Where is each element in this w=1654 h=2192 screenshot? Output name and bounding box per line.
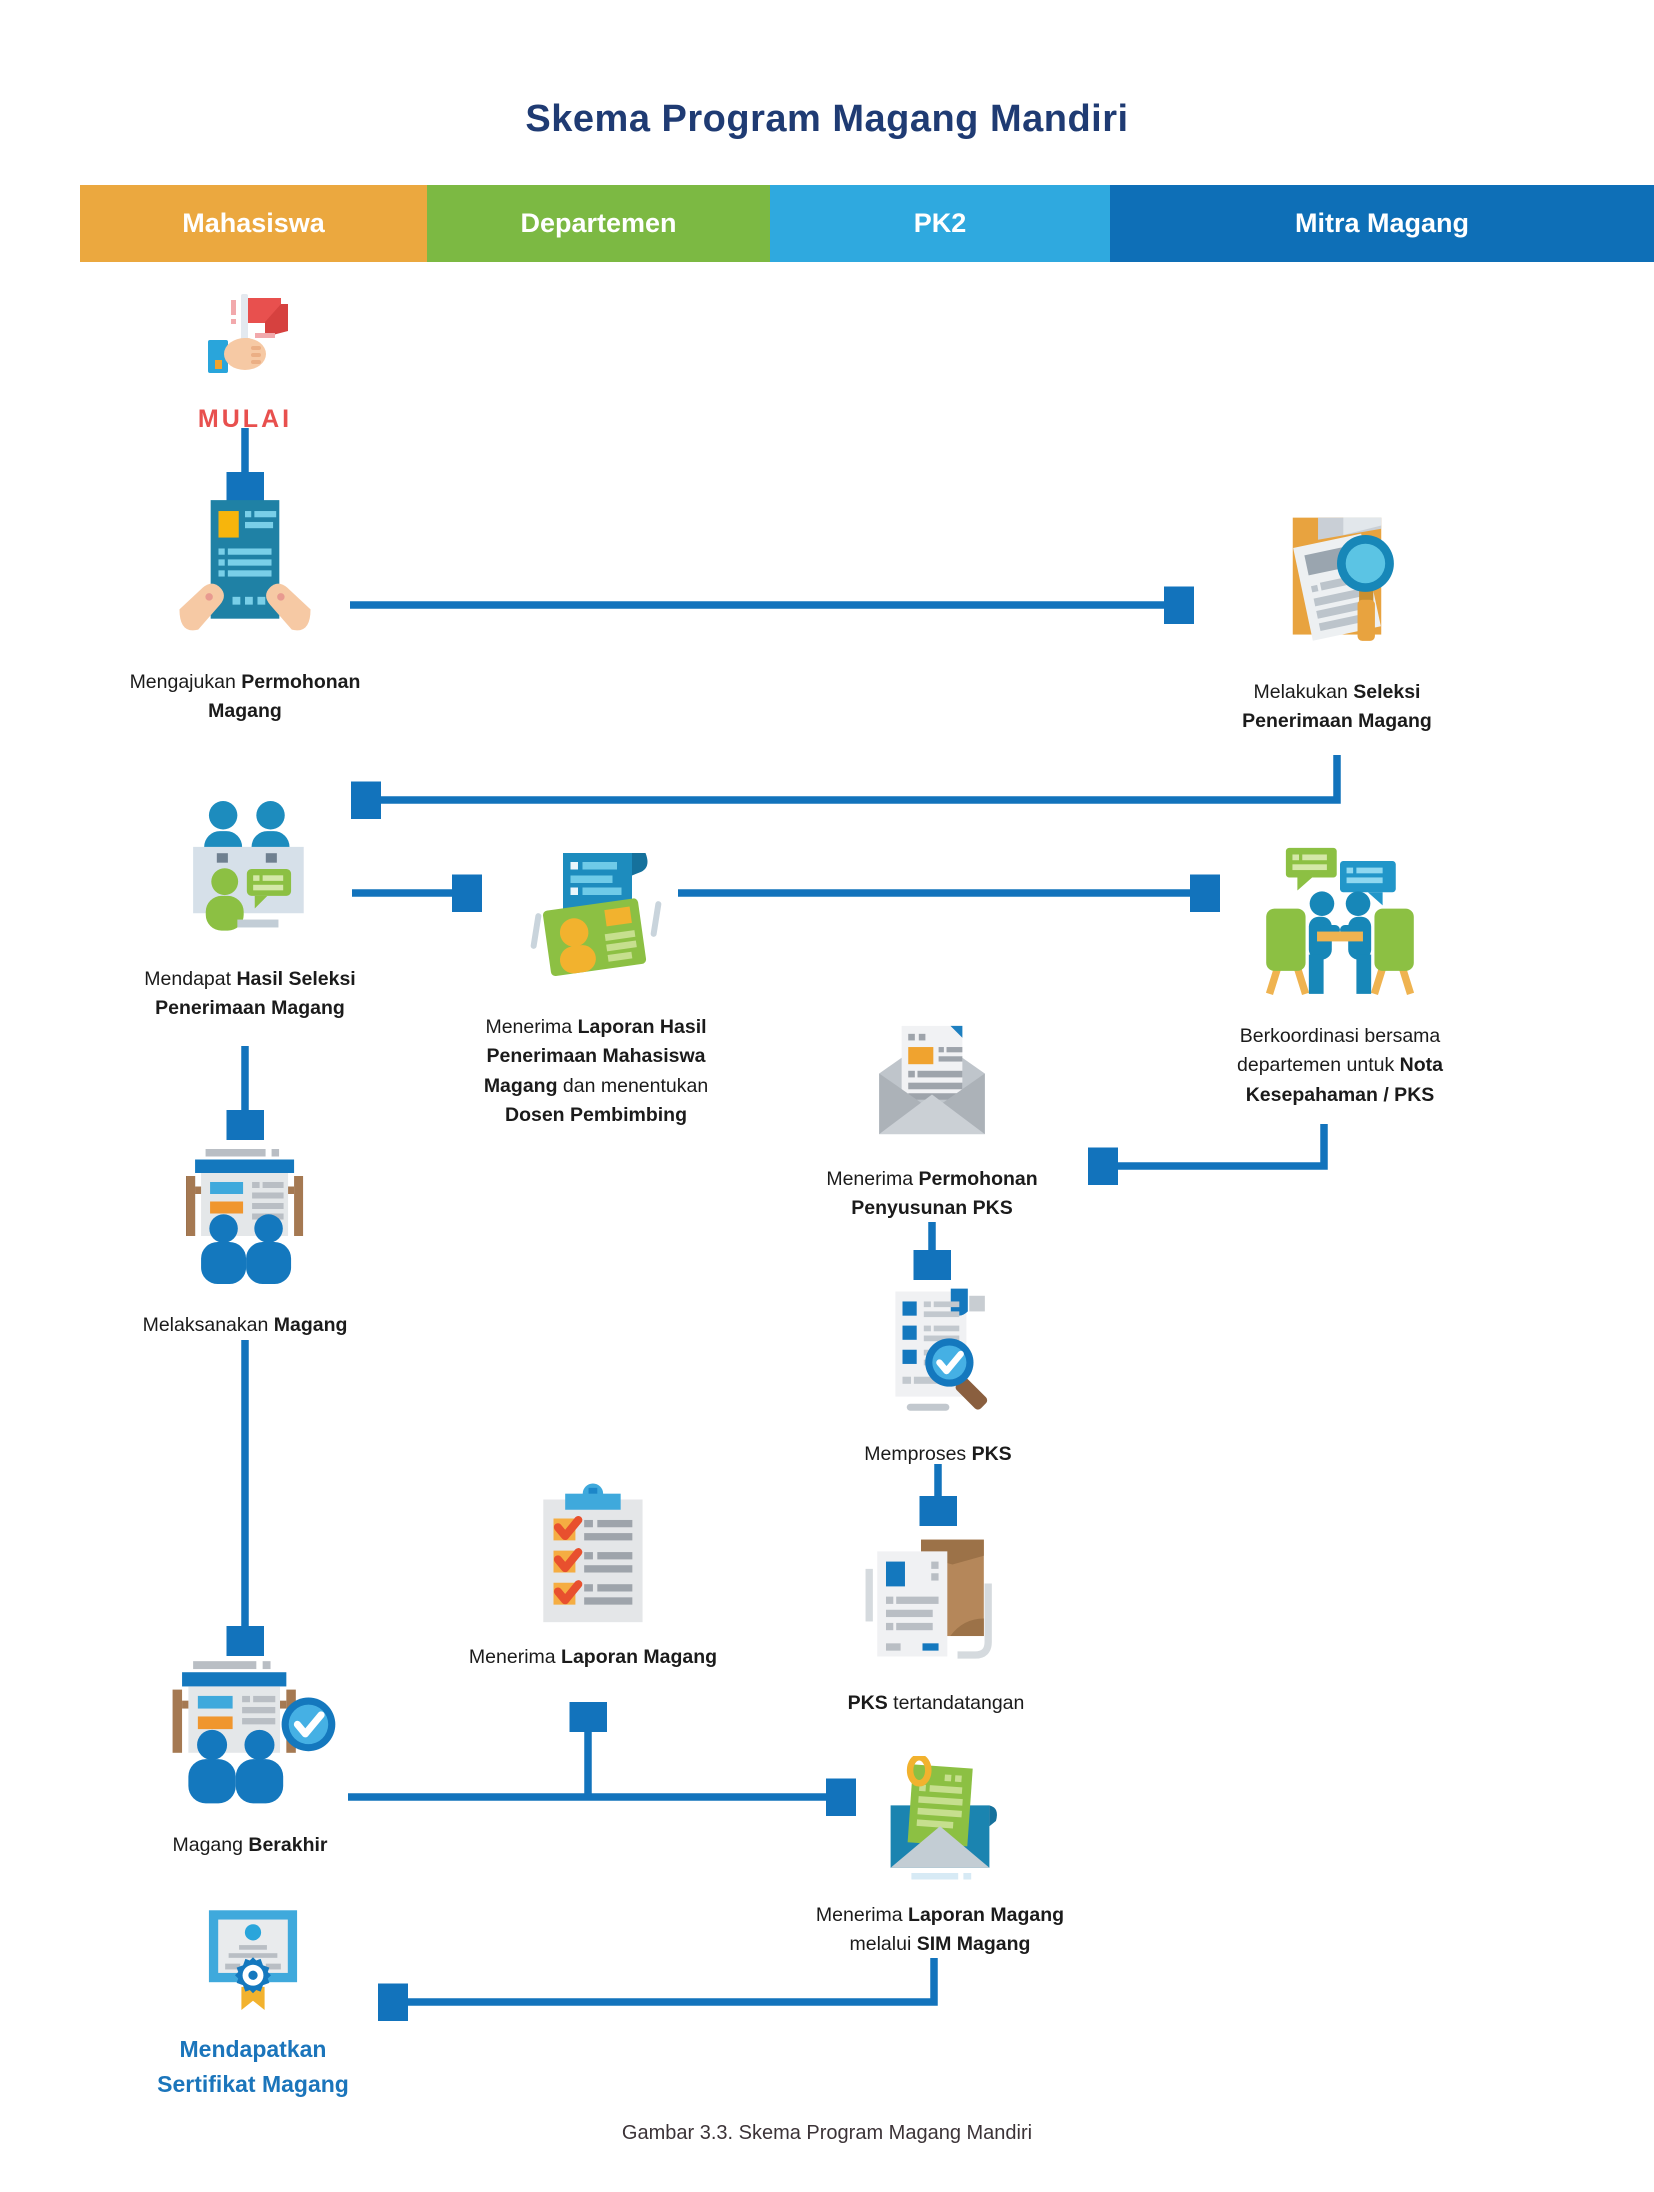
id-card-icon xyxy=(521,840,671,1003)
label-segment: Berkoordinasi bersama departemen untuk xyxy=(1237,1025,1441,1077)
label-segment: PKS xyxy=(847,1692,888,1714)
mail-report-icon xyxy=(874,1756,1006,1891)
label-segment: Dosen Pembimbing xyxy=(504,1103,688,1126)
meeting-icon xyxy=(1254,843,1426,1012)
label-segment: SIM Magang xyxy=(916,1933,1031,1956)
label-segment: Menerima xyxy=(468,1646,562,1668)
arrow-berkoordinasi-to-permohonan xyxy=(1112,1124,1324,1166)
node-berkoordinasi xyxy=(1210,843,1470,1110)
node-label xyxy=(1210,1022,1470,1110)
label-segment: Hasil Seleksi Penerimaan Magang xyxy=(155,968,356,1020)
node-label xyxy=(469,1643,717,1672)
presentation-check-icon xyxy=(155,1658,345,1821)
certificate-icon xyxy=(194,1901,312,2022)
node-memproses-pks xyxy=(864,1283,1012,1469)
figure-caption: Gambar 3.3. Skema Program Magang Mandiri xyxy=(621,2122,1033,2144)
label-segment: Mendapat xyxy=(144,968,237,990)
label-segment: Berakhir xyxy=(248,1834,328,1856)
open-mail-icon xyxy=(859,1018,1005,1155)
label-segment: Menerima xyxy=(485,1016,578,1038)
lane-label: Mitra Magang xyxy=(1294,208,1469,238)
lane-label: Mahasiswa xyxy=(182,208,325,238)
node-label xyxy=(864,1440,1011,1469)
node-label xyxy=(120,668,370,727)
label-segment: tertandatangan xyxy=(887,1692,1025,1714)
node-melakukan-seleksi xyxy=(1212,505,1462,737)
label-segment: Permohonan Magang xyxy=(208,671,361,723)
node-label xyxy=(805,1901,1075,1960)
start-flag-icon xyxy=(195,288,295,397)
node-mendapat-hasil xyxy=(120,788,380,1024)
node-mendapatkan-sertifikat xyxy=(138,1901,368,2101)
label-segment: Laporan Magang xyxy=(908,1904,1065,1926)
label-segment: Mengajukan xyxy=(129,671,242,693)
presentation-icon xyxy=(169,1146,321,1301)
label-segment: Magang xyxy=(273,1314,348,1336)
label-segment: Seleksi Penerimaan Magang xyxy=(1242,681,1432,733)
node-label xyxy=(172,1831,327,1860)
folder-search-icon xyxy=(1253,505,1421,668)
node-pks-tertandatangan xyxy=(848,1528,1025,1718)
node-label xyxy=(807,1165,1057,1224)
label-segment: Memproses xyxy=(864,1443,972,1465)
label-segment: PKS xyxy=(971,1443,1012,1465)
node-menerima-permohonan-pks xyxy=(807,1018,1057,1224)
node-label xyxy=(471,1013,721,1130)
lane-label: PK2 xyxy=(913,208,967,238)
node-menerima-laporan-sim xyxy=(805,1756,1075,1960)
node-mengajukan-permohonan xyxy=(120,497,370,727)
label-segment: Mendapatkan Sertifikat Magang xyxy=(157,2036,349,2097)
label-segment: Melakukan xyxy=(1253,681,1354,703)
node-mulai xyxy=(195,288,295,439)
label-segment: melalui xyxy=(849,1933,917,1956)
label-segment: Menerima xyxy=(826,1168,919,1190)
document-hands-icon xyxy=(157,497,333,658)
label-segment: Nota Kesepahaman / PKS xyxy=(1245,1054,1443,1106)
label-segment: Magang xyxy=(172,1834,249,1856)
label-segment: Laporan Hasil Penerimaan Mahasiswa Magang xyxy=(483,1016,707,1097)
label-segment: Laporan Magang xyxy=(561,1646,718,1668)
node-magang-berakhir xyxy=(155,1658,345,1860)
node-label xyxy=(198,401,292,439)
label-segment: Menerima xyxy=(815,1904,909,1926)
node-menerima-laporan-hasil xyxy=(471,840,721,1130)
page-title: Skema Program Magang Mandiri xyxy=(525,98,1129,140)
label-segment: dan menentukan xyxy=(557,1074,709,1097)
label-segment: Melaksanakan xyxy=(142,1314,274,1336)
node-label xyxy=(143,1311,348,1340)
node-label xyxy=(138,2032,368,2101)
label-segment: Permohonan Penyusunan PKS xyxy=(851,1168,1038,1220)
node-label xyxy=(120,965,380,1024)
checklist-search-icon xyxy=(864,1283,1012,1430)
node-menerima-laporan-magang xyxy=(469,1482,717,1672)
signed-document-icon xyxy=(860,1528,1012,1679)
label-segment: MULAI xyxy=(197,405,293,433)
node-label xyxy=(1212,678,1462,737)
interview-icon xyxy=(171,788,329,955)
clipboard-checklist-icon xyxy=(540,1482,646,1633)
node-label xyxy=(848,1689,1025,1718)
node-melaksanakan-magang xyxy=(143,1146,348,1340)
arrow-seleksi-to-mendapat-hasil xyxy=(375,755,1337,800)
arrow-sim-to-sertifikat xyxy=(402,1958,934,2002)
lane-label: Departemen xyxy=(520,208,677,238)
